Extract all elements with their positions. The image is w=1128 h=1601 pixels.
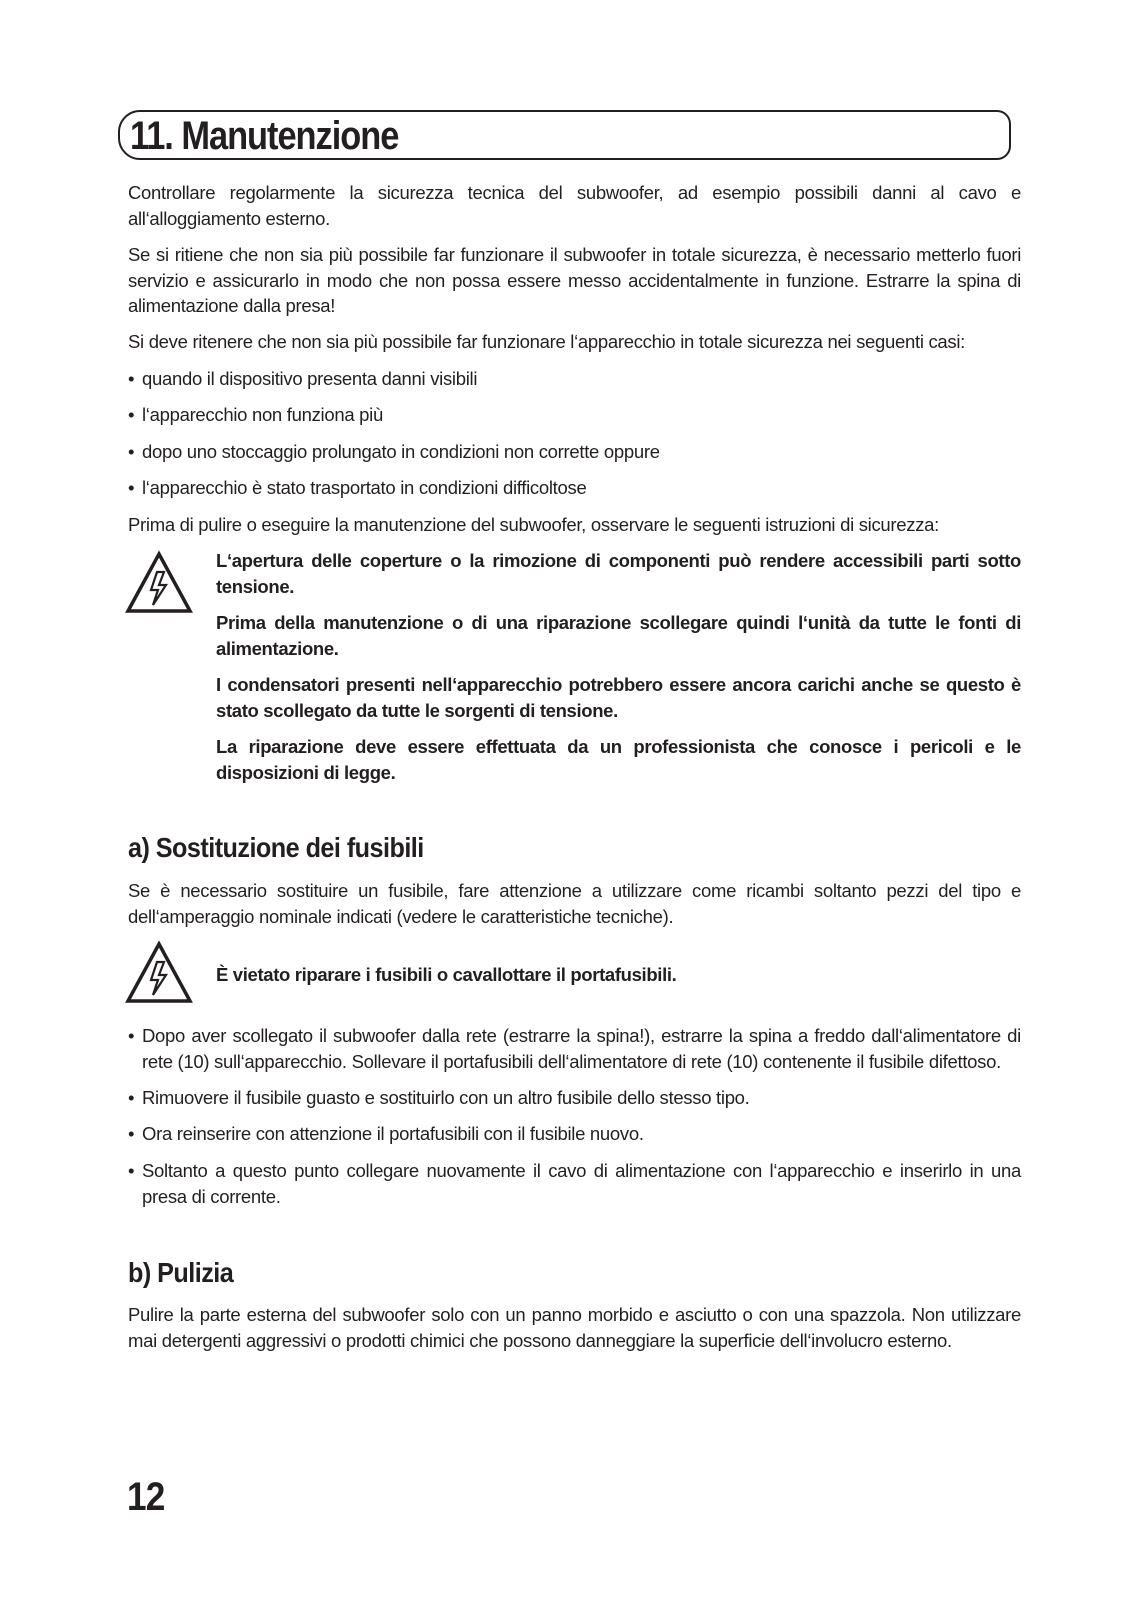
list-item: • Soltanto a questo punto collegare nuovamente il cavo di alimentazione con l‘apparecchio e inserirlo in una presa di corrente. <box>128 1160 1021 1207</box>
list-item: • l‘apparecchio non funziona più <box>128 402 1021 428</box>
high-voltage-warning-icon <box>124 550 194 614</box>
list-item: • quando il dispositivo presenta danni visibili <box>128 366 1021 392</box>
fuse-warning-text: È vietato riparare i fusibili o cavallottare il portafusibili. <box>216 964 677 985</box>
bullet-dot: • <box>128 1160 135 1181</box>
bullet-dot: • <box>128 441 135 462</box>
bullet-dot: • <box>128 1025 135 1046</box>
intro-paragraph-2: Se si ritiene che non sia più possibile far funzionare il subwoofer in totale sicurezza, è necessario metterlo fuori servizio e assicurarlo in modo che non possa essere messo accidentalmente in funzione. Estrarre la spina di alimentazione dalla presa! <box>128 244 1021 316</box>
chapter-title: 11. Manutenzione <box>130 114 399 158</box>
intro-paragraph-4: Prima di pulire o eseguire la manutenzione del subwoofer, osservare le seguenti istruzioni di sicurezza: <box>128 514 939 535</box>
section-b-paragraph: Pulire la parte esterna del subwoofer solo con un panno morbido e asciutto o con una spazzola. Non utilizzare mai detergenti aggressivi o prodotti chimici che possono danneggiare la superficie dell‘involucro esterno. <box>128 1304 1021 1351</box>
bullet-dot: • <box>128 477 135 498</box>
chapter-header-box <box>118 110 1011 160</box>
warning-paragraph-3: I condensatori presenti nell‘apparecchio potrebbero essere ancora carichi anche se questo è stato scollegato da tutte le sorgenti di tensione. <box>216 674 1021 721</box>
page-number: 12 <box>127 1475 165 1519</box>
list-item: • l‘apparecchio è stato trasportato in condizioni difficoltose <box>128 475 1021 501</box>
list-item: • dopo uno stoccaggio prolungato in condizioni non corrette oppure <box>128 439 1021 465</box>
warning-paragraph-2: Prima della manutenzione o di una riparazione scollegare quindi l‘unità da tutte le fonti di alimentazione. <box>216 612 1021 659</box>
bullet-dot: • <box>128 368 135 389</box>
bullet-dot: • <box>128 404 135 425</box>
bullet-dot: • <box>128 1087 135 1108</box>
section-b-title: b) Pulizia <box>128 1257 234 1288</box>
list-item: • Dopo aver scollegato il subwoofer dalla rete (estrarre la spina!), estrarre la spina a freddo dall‘alimentatore di rete (10) sull‘apparecchio. Sollevare il portafusibili dell‘alimentatore di rete (10) contenente il fusibile difettoso. <box>128 1025 1021 1072</box>
intro-paragraph-3: Si deve ritenere che non sia più possibile far funzionare l‘apparecchio in totale sicurezza nei seguenti casi: <box>128 331 966 352</box>
bullet-dot: • <box>128 1123 135 1144</box>
intro-paragraph-1: Controllare regolarmente la sicurezza tecnica del subwoofer, ad esempio possibili danni al cavo e all‘alloggiamento esterno. <box>128 182 1021 229</box>
section-a-paragraph: Se è necessario sostituire un fusibile, fare attenzione a utilizzare come ricambi soltanto pezzi del tipo e dell‘amperaggio nominale indicati (vedere le caratteristiche tecniche). <box>128 880 1021 927</box>
warning-paragraph-4: La riparazione deve essere effettuata da un professionista che conosce i pericoli e le disposizioni di legge. <box>216 736 1021 783</box>
list-item: • Ora reinserire con attenzione il portafusibili con il fusibile nuovo. <box>128 1121 1021 1147</box>
warning-paragraph-1: L‘apertura delle coperture o la rimozione di componenti può rendere accessibili parti sotto tensione. <box>216 550 1021 597</box>
high-voltage-warning-icon <box>124 940 194 1004</box>
section-a-title: a) Sostituzione dei fusibili <box>128 832 424 863</box>
list-item: • Rimuovere il fusibile guasto e sostituirlo con un altro fusibile dello stesso tipo. <box>128 1085 1021 1111</box>
